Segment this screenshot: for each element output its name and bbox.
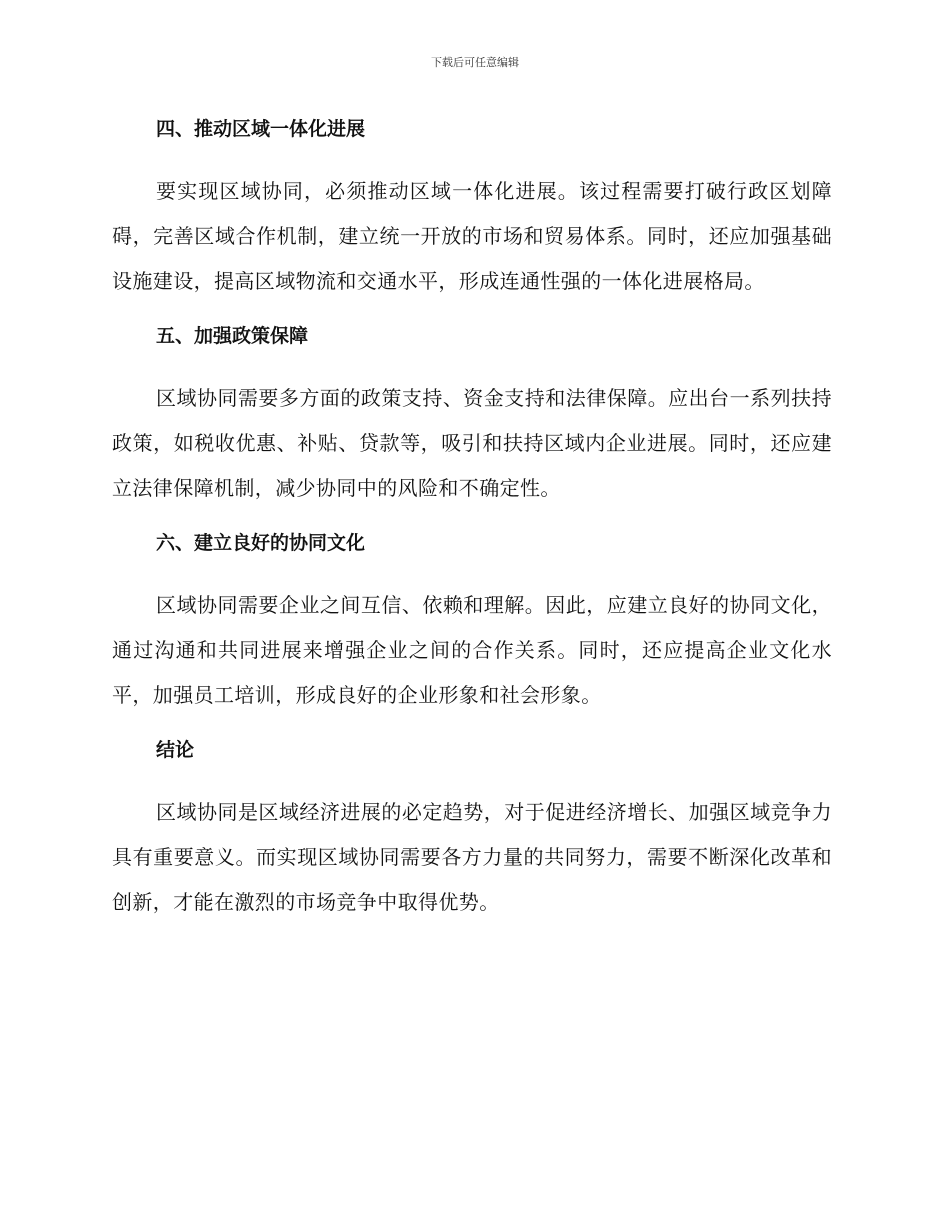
document-body (112, 111, 832, 939)
conclusion-heading: 结论 (156, 739, 195, 761)
section-heading-5: 五、加强政策保障 (156, 325, 309, 347)
section-paragraph-6: 区域协同需要企业之间互信、依赖和理解。因此，应建立良好的协同文化，通过沟通和共同进展来增强企业之间的合作关系。同时，还应提高企业文化水平，加强员工培训，形成良好的企业形象和社会形象。 (112, 593, 832, 707)
section-paragraph-4: 要实现区域协同，必须推动区域一体化进展。该过程需要打破行政区划障碍，完善区域合作机制，建立统一开放的市场和贸易体系。同时，还应加强基础设施建设，提高区域物流和交通水平，形成连通性强的一体化进展格局。 (112, 179, 832, 293)
section-heading-4: 四、推动区域一体化进展 (156, 118, 366, 140)
conclusion-paragraph: 区域协同是区域经济进展的必定趋势，对于促进经济增长、加强区域竞争力具有重要意义。而实现区域协同需要各方力量的共同努力，需要不断深化改革和创新，才能在激烈的市场竞争中取得优势。 (112, 800, 832, 914)
page-header: 下载后可任意编辑 (431, 56, 519, 69)
section-paragraph-5: 区域协同需要多方面的政策支持、资金支持和法律保障。应出台一系列扶持政策，如税收优惠、补贴、贷款等，吸引和扶持区域内企业进展。同时，还应建立法律保障机制，减少协同中的风险和不确定性。 (112, 386, 832, 500)
section-heading-6: 六、建立良好的协同文化 (156, 532, 366, 554)
